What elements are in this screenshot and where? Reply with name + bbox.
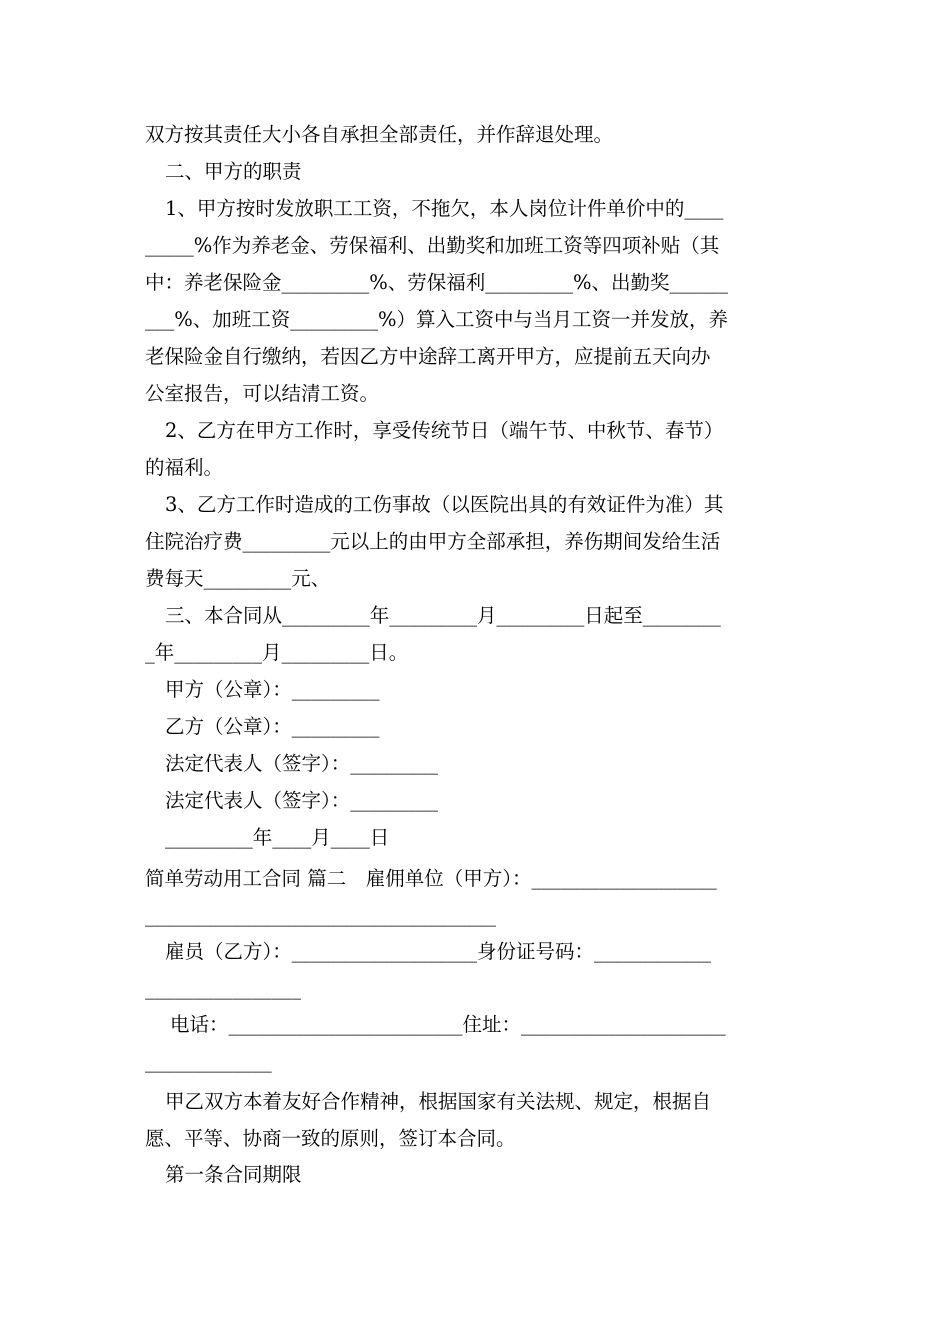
paragraph-line: 3、乙方工作时造成的工伤事故（以医院出具的有效证件为准）其 — [165, 493, 724, 516]
paragraph-line: 老保险金自行缴纳，若因乙方中途辞工离开甲方，应提前五天向办 — [145, 345, 711, 368]
signature-line-party-b: 乙方（公章）：_________ — [165, 715, 380, 738]
paragraph-line: 公室报告，可以结清工资。 — [145, 382, 380, 405]
paragraph-line: 住院治疗费_________元以上的由甲方全部承担，养伤期间发给生活 — [145, 530, 721, 553]
section-heading: 三、本合同从_________年_________月_________日起至________ — [165, 604, 721, 627]
paragraph-line: _____________ — [145, 1050, 272, 1073]
signature-line-party-a: 甲方（公章）：_________ — [165, 678, 380, 701]
paragraph-line: ________________ — [145, 977, 301, 1000]
paragraph-line: ____________________________________ — [145, 904, 496, 927]
employee-info-line: 雇员（乙方）：___________________身份证号码：____________ — [165, 940, 712, 963]
signature-line-representative: 法定代表人（签字）：_________ — [165, 752, 439, 775]
section-heading: 二、甲方的职责 — [165, 160, 302, 183]
contract-title-line: 简单劳动用工合同 篇二 雇佣单位（甲方）：___________________ — [145, 867, 717, 890]
paragraph-line: 甲乙双方本着友好合作精神，根据国家有关法规、规定，根据自 — [165, 1090, 712, 1113]
paragraph-line: 愿、平等、协商一致的原则，签订本合同。 — [145, 1127, 516, 1150]
paragraph-line: 2、乙方在甲方工作时，享受传统节日（端午节、中秋节、春节） — [165, 419, 724, 442]
paragraph-line: 费每天_________元、 — [145, 567, 331, 590]
date-line: _________年____月____日 — [165, 826, 390, 849]
paragraph-line: ___%、加班工资_________%）算入工资中与当月工资一并发放，养 — [145, 308, 729, 331]
paragraph-line: _____%作为养老金、劳保福利、出勤奖和加班工资等四项补贴（其 — [145, 234, 720, 257]
paragraph-line: 双方按其责任大小各自承担全部责任，并作辞退处理。 — [145, 123, 614, 146]
paragraph-line: _年_________月_________日。 — [145, 641, 409, 664]
paragraph-line: 中：养老保险金_________%、劳保福利_________%、出勤奖______ — [145, 271, 729, 294]
article-heading: 第一条合同期限 — [165, 1163, 302, 1186]
paragraph-line: 的福利。 — [145, 456, 224, 479]
paragraph-line: 1、甲方按时发放职工工资，不拖欠，本人岗位计件单价中的____ — [165, 197, 724, 220]
contact-info-line: 电话：________________________住址：_____________________ — [170, 1013, 726, 1036]
signature-line-representative: 法定代表人（签字）：_________ — [165, 789, 439, 812]
